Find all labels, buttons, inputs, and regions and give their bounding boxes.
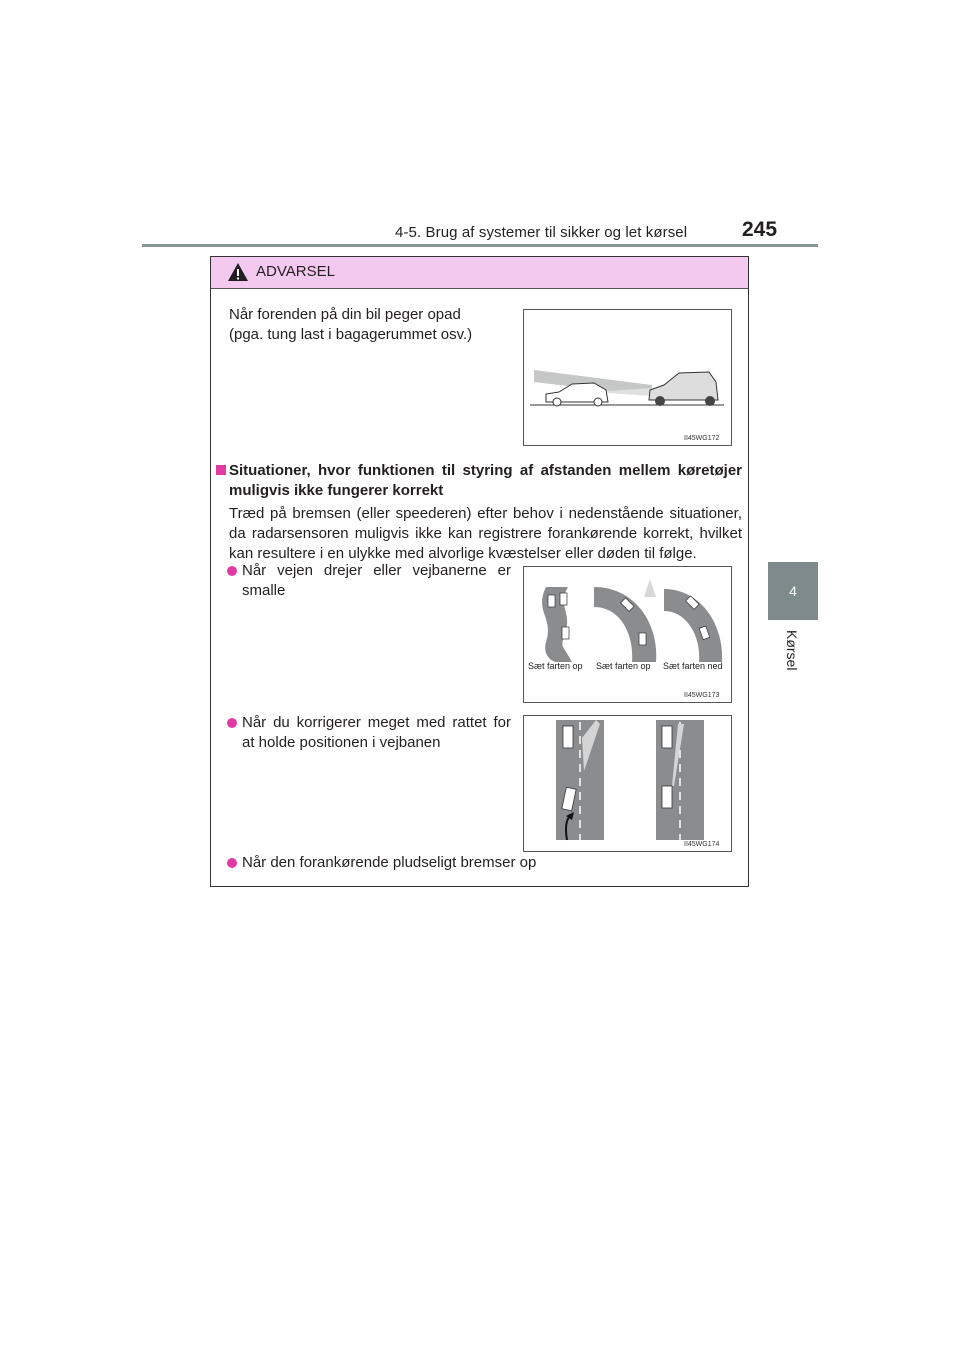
bullet-1-line-2: smalle	[242, 582, 286, 599]
body-line-1: Træd på bremsen (eller speederen) efter behov i nedenstående situationer,	[229, 505, 742, 522]
warning-title: ADVARSEL	[256, 263, 335, 280]
curve-caption-3: Sæt farten ned	[663, 661, 723, 671]
figure-car-tilted	[523, 309, 732, 446]
body-line-2: da radarsensoren muligvis ikke kan registrere forankørende korrekt, hvilket	[229, 525, 742, 542]
bullet-1-icon	[227, 566, 237, 576]
section-heading-line-2: muligvis ikke fungerer korrekt	[229, 482, 444, 499]
car-tilted-illustration	[524, 310, 731, 445]
intro-line-1: Når forenden på din bil peger opad	[229, 306, 461, 323]
figure-curves	[523, 566, 732, 703]
curve-caption-2: Sæt farten op	[596, 661, 651, 671]
section-heading-line-1: Situationer, hvor funktionen til styring af afstanden mellem køretøjer	[229, 462, 742, 479]
chapter-label	[780, 630, 804, 690]
bullet-2-icon	[227, 718, 237, 728]
figure-2-code: II45WG173	[684, 692, 720, 699]
bullet-3-icon	[227, 858, 237, 868]
figure-lane-correction	[523, 715, 732, 852]
warning-header	[211, 257, 748, 289]
body-line-3: kan resultere i en ulykke med alvorlige kvæstelser eller døden til følge.	[229, 545, 697, 562]
intro-line-2: (pga. tung last i bagagerummet osv.)	[229, 326, 473, 343]
bullet-2-line-2: at holde positionen i vejbanen	[242, 734, 441, 751]
header-rule	[142, 244, 818, 247]
curve-caption-1: Sæt farten op	[528, 661, 583, 671]
warning-icon	[227, 262, 249, 282]
curves-illustration	[524, 567, 731, 702]
chapter-tab: 4	[768, 562, 818, 620]
bullet-2-line-1: Når du korrigerer meget med rattet for	[242, 714, 511, 731]
figure-3-code: II45WG174	[684, 841, 720, 848]
page-number: 245	[742, 218, 778, 241]
figure-1-code: II45WG172	[684, 435, 720, 442]
bullet-3-text: Når den forankørende pludseligt bremser op	[242, 854, 537, 871]
bullet-1-line-1: Når vejen drejer eller vejbanerne er	[242, 562, 511, 579]
chapter-label-text: Kørsel	[784, 630, 800, 671]
section-title: 4-5. Brug af systemer til sikker og let kørsel	[395, 224, 688, 241]
heading-square-icon	[216, 465, 226, 475]
lane-correction-illustration	[524, 716, 731, 851]
